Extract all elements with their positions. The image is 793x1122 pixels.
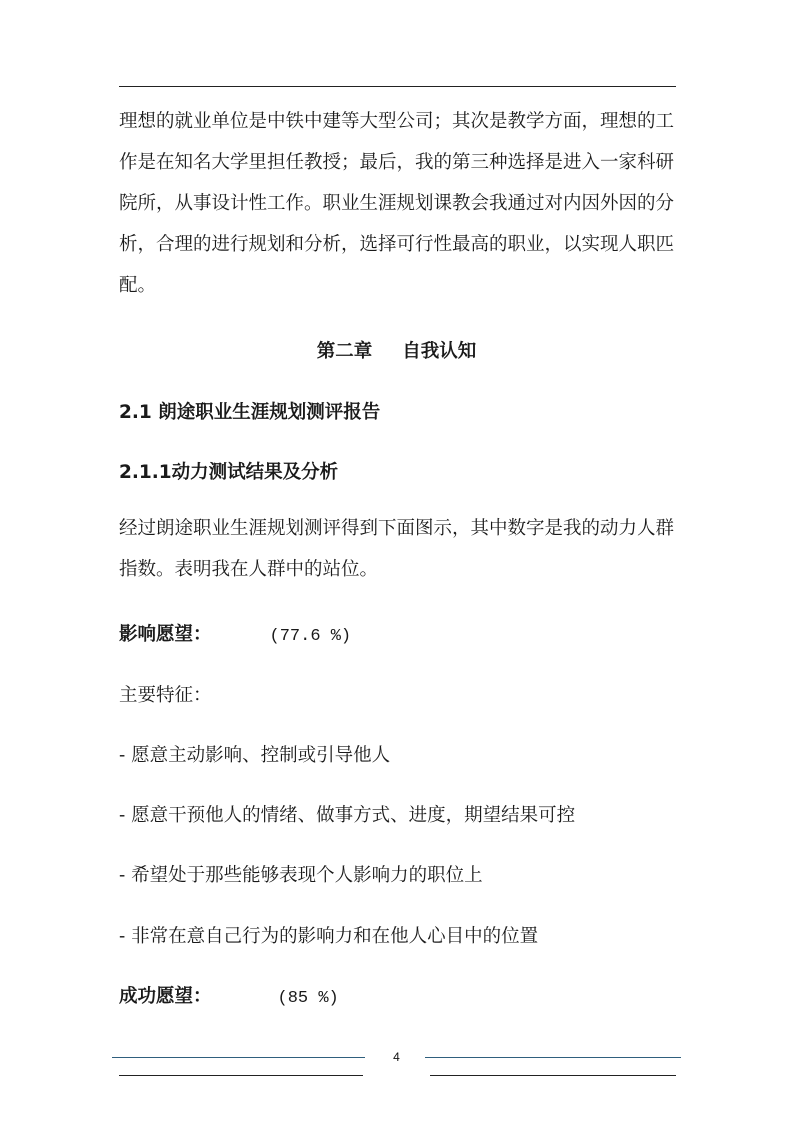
intro-line: 院所，从事设计性工作。职业生涯规划课教会我通过对内因外因的分 xyxy=(119,193,675,214)
intro-paragraph xyxy=(119,101,675,306)
influence-value: (77.6 %) xyxy=(269,627,352,646)
intro-line: 析，合理的进行规划和分析，选择可行性最高的职业，以实现人职匹 xyxy=(119,234,675,255)
success-row xyxy=(119,982,339,1008)
influence-label: 影响愿望： xyxy=(119,624,212,645)
subsection-heading: 2.1.1动力测试结果及分析 xyxy=(119,462,339,483)
features-label: 主要特征： xyxy=(119,685,212,706)
footer-underline-left xyxy=(119,1075,363,1076)
success-label: 成功愿望： xyxy=(119,986,212,1007)
chapter-number: 第二章 xyxy=(316,341,373,362)
feature-item: - 非常在意自己行为的影响力和在他人心目中的位置 xyxy=(119,926,539,947)
intro-line: 理想的就业单位是中铁中建等大型公司；其次是教学方面，理想的工 xyxy=(119,111,675,132)
chapter-heading xyxy=(0,337,793,363)
feature-item: - 愿意主动影响、控制或引导他人 xyxy=(119,745,391,766)
intro-line: 配。 xyxy=(119,275,157,296)
section-heading: 2.1 朗途职业生涯规划测评报告 xyxy=(119,402,381,423)
page-number: 4 xyxy=(393,1050,400,1064)
chapter-title: 自我认知 xyxy=(402,341,477,362)
intro-line: 作是在知名大学里担任教授；最后，我的第三种选择是进入一家科研 xyxy=(119,152,675,173)
footer-underline-right xyxy=(430,1075,676,1076)
success-value: (85 %) xyxy=(277,989,339,1008)
description-line: 指数。表明我在人群中的站位。 xyxy=(119,559,379,580)
influence-row xyxy=(119,620,351,646)
header-rule xyxy=(119,86,676,87)
feature-item: - 愿意干预他人的情绪、做事方式、进度，期望结果可控 xyxy=(119,805,576,826)
description-line: 经过朗途职业生涯规划测评得到下面图示，其中数字是我的动力人群 xyxy=(119,518,675,539)
feature-item: - 希望处于那些能够表现个人影响力的职位上 xyxy=(119,865,483,886)
description-paragraph xyxy=(119,508,675,590)
